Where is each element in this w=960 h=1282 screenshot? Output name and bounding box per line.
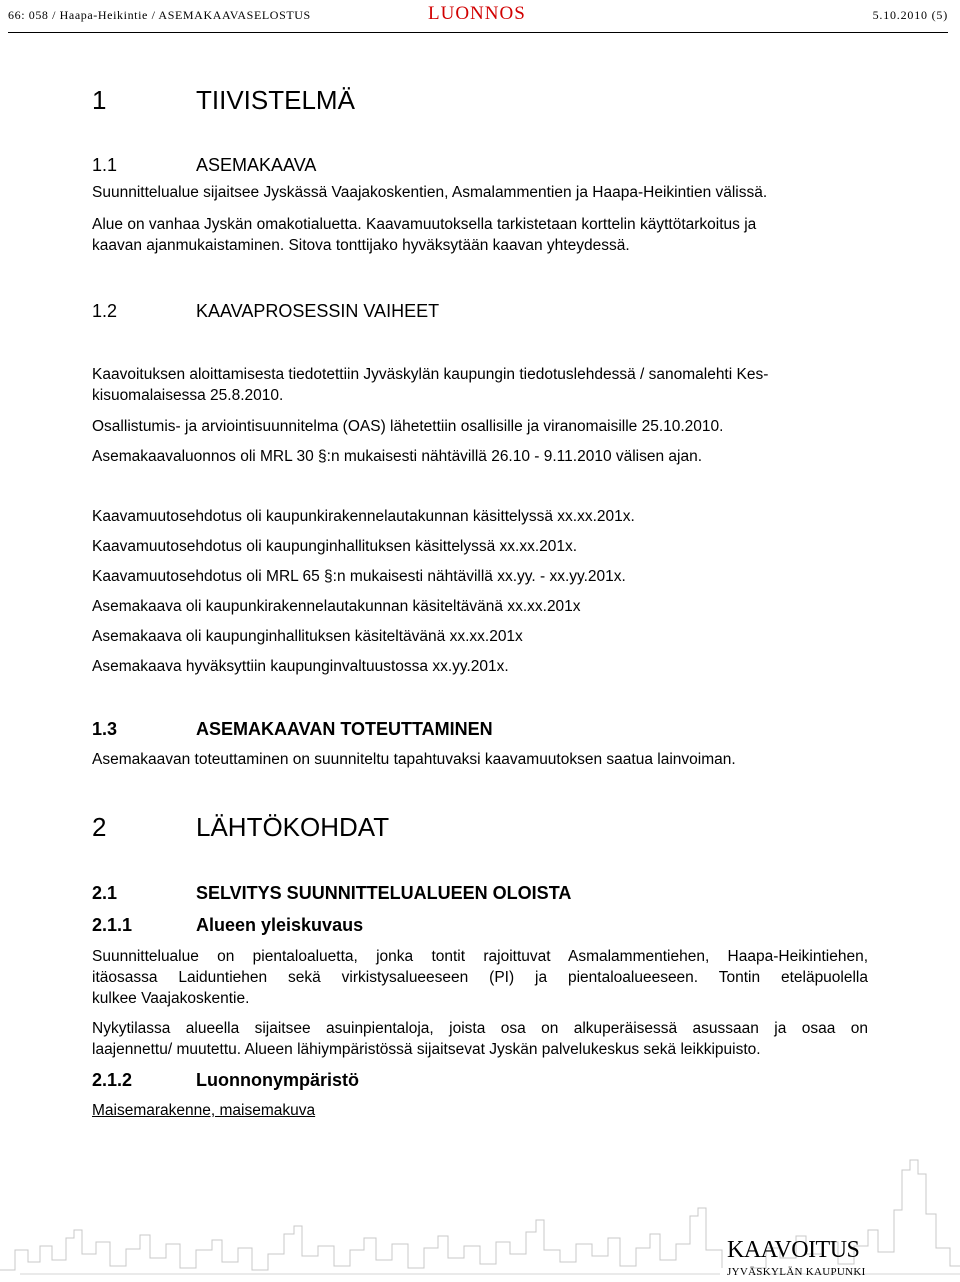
header-divider <box>8 32 948 33</box>
text-line: Suunnittelualue on pientaloaluetta, jonka tontit rajoittuvat Asmalammentiehen, Haapa-Heikintiehen, <box>92 948 868 965</box>
heading-1-1-number: 1.1 <box>92 155 118 175</box>
text-line: Nykytilassa alueella sijaitsee asuinpientaloja, joista osa on alkuperäisessä asussaan ja osaa on <box>92 1020 868 1037</box>
heading-2-1-1-number: 2.1.1 <box>92 915 133 935</box>
heading-1-3-title: ASEMAKAAVAN TOTEUTTAMINEN <box>196 719 493 739</box>
subheading: Maisemarakenne, maisemakuva <box>92 1102 316 1119</box>
heading-2-1-2-title: Luonnonympäristö <box>196 1070 359 1090</box>
heading-2-title: LÄHTÖKOHDAT <box>196 812 390 842</box>
process-step: Asemakaava oli kaupunginhallituksen käsiteltävänä xx.xx.201x <box>92 628 523 645</box>
heading-2-number: 2 <box>92 812 107 842</box>
text-line: kaavan ajanmukaistaminen. Sitova tonttijako hyväksytään kaavan yhteydessä. <box>92 237 630 254</box>
heading-1-3-number: 1.3 <box>92 719 118 739</box>
heading-1-number: 1 <box>92 85 107 115</box>
text-line: Kaavoituksen aloittamisesta tiedotettiin Jyväskylän kaupungin tiedotuslehdessä / sanomalehti Kes- <box>92 366 769 383</box>
heading-2-1-number: 2.1 <box>92 883 118 903</box>
organization-name: JYVÄSKYLÄN KAUPUNKI <box>727 1266 866 1278</box>
page-header <box>8 3 948 26</box>
document-reference: 66: 058 / Haapa-Heikintie / ASEMAKAAVASELOSTUS <box>8 8 311 22</box>
heading-2-1-title: SELVITYS SUUNNITTELUALUEEN OLOISTA <box>196 883 572 903</box>
text-line: Suunnittelualue sijaitsee Jyskässä Vaajakoskentien, Asmalammentien ja Haapa-Heikintien välissä. <box>92 184 768 201</box>
text-line: Asemakaavaluonnos oli MRL 30 §:n mukaisesti nähtävillä 26.10 - 9.11.2010 välisen ajan. <box>92 448 703 465</box>
kaavoitus-logo: KAAVOITUS <box>727 1237 860 1263</box>
text-line: Osallistumis- ja arviointisuunnitelma (OAS) lähetettiin osallisille ja viranomaisille 25.10.2010. <box>92 418 724 435</box>
text-line: kisuomalaisessa 25.8.2010. <box>92 387 284 404</box>
heading-1-2-title: KAAVAPROSESSIN VAIHEET <box>196 301 440 321</box>
text-line: kulkee Vaajakoskentie. <box>92 990 250 1007</box>
heading-2-1-2-number: 2.1.2 <box>92 1070 133 1090</box>
draft-stamp: LUONNOS <box>428 3 526 24</box>
date-and-page: 5.10.2010 (5) <box>872 8 948 22</box>
heading-1-1-title: ASEMAKAAVA <box>196 155 317 175</box>
heading-1-2-number: 1.2 <box>92 301 118 321</box>
text-line: itäosassa Laiduntiehen sekä virkistysalueeseen (PI) ja pientaloalueeseen. Tontin eteläpuolella <box>92 969 868 986</box>
process-step: Kaavamuutosehdotus oli kaupunkirakennelautakunnan käsittelyssä xx.xx.201x. <box>92 508 635 525</box>
heading-2-1-1-title: Alueen yleiskuvaus <box>196 915 364 935</box>
text-line: laajennettu/ muutettu. Alueen lähiympäristössä sijaitsevat Jyskän palvelukeskus sekä leikkipuisto. <box>92 1041 761 1058</box>
process-step: Asemakaava oli kaupunkirakennelautakunnan käsiteltävänä xx.xx.201x <box>92 598 581 615</box>
text-line: Alue on vanhaa Jyskän omakotialuetta. Kaavamuutoksella tarkistetaan korttelin käyttötarkoitus ja <box>92 216 757 233</box>
process-step: Kaavamuutosehdotus oli kaupunginhallituksen käsittelyssä xx.xx.201x. <box>92 538 578 555</box>
process-step: Kaavamuutosehdotus oli MRL 65 §:n mukaisesti nähtävillä xx.yy. - xx.yy.201x. <box>92 568 626 585</box>
heading-1-title: TIIVISTELMÄ <box>196 85 355 115</box>
text-line: Asemakaavan toteuttaminen on suunniteltu tapahtuvaksi kaavamuutoksen saatua lainvoiman. <box>92 751 736 768</box>
process-step: Asemakaava hyväksyttiin kaupunginvaltuustossa xx.yy.201x. <box>92 658 509 675</box>
